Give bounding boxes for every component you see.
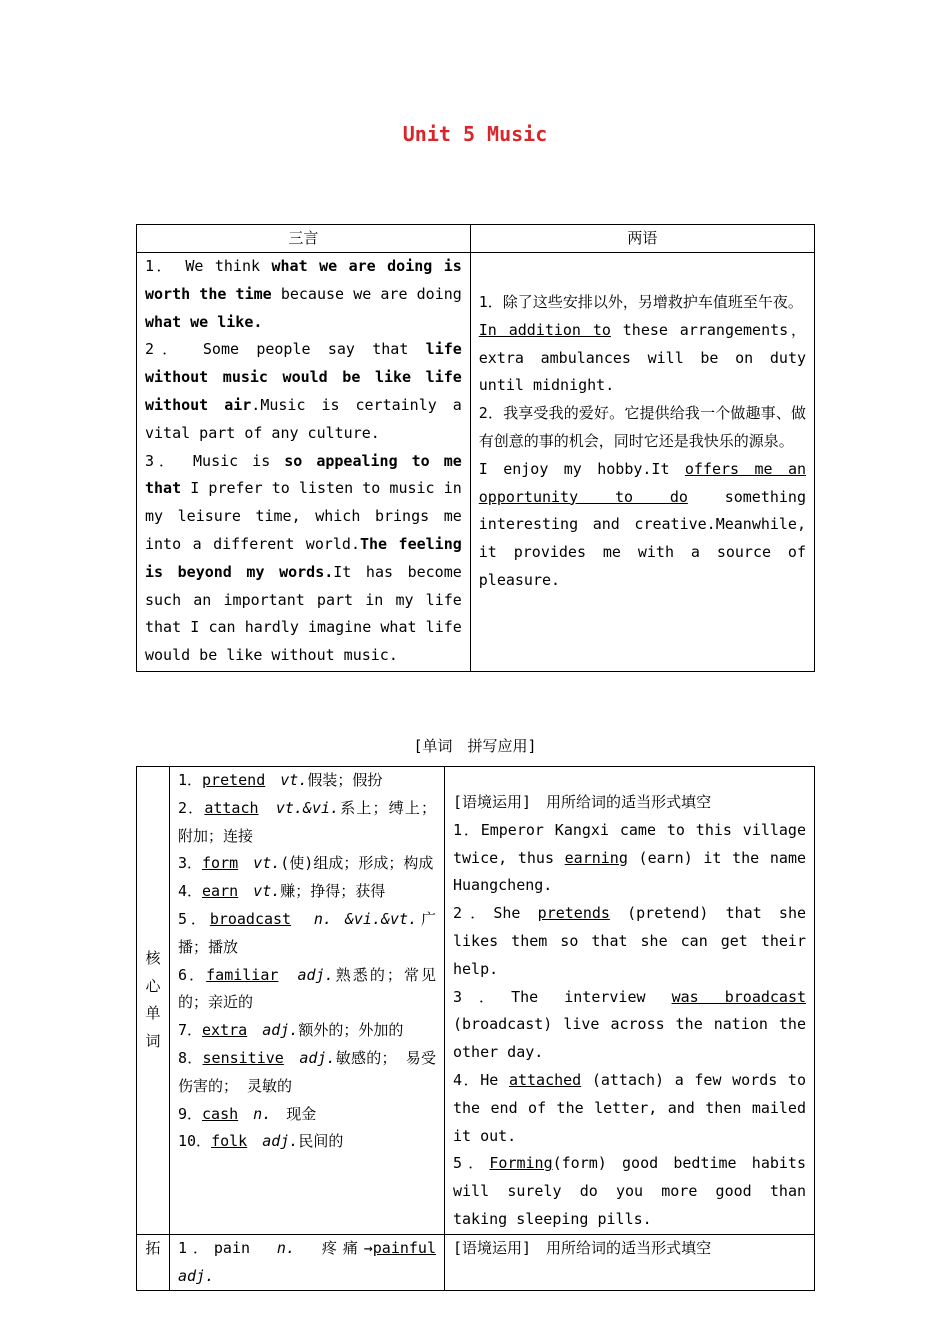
vocab-item: 1．pretend vt.假装；假扮 — [178, 771, 383, 789]
expand-left-text: 1．pain n. 疼痛→painful adj. — [178, 1238, 436, 1285]
side-label-expand: 拓 — [137, 1234, 170, 1291]
exercise-cell — [445, 767, 815, 1235]
expand-right-heading: [语境运用] 用所给词的适当形式填空 — [453, 1238, 712, 1257]
vocab-table — [136, 766, 815, 1291]
expand-left-cell — [170, 1234, 445, 1291]
exercise-2: 2．She pretends (pretend) that she likes them so that she can get their help. — [453, 904, 807, 978]
left-cell — [137, 253, 471, 672]
left-para-2: 2． Some people say that life without music would be like life without air.Music is certainly a vital part of any culture. — [145, 340, 462, 442]
col-header-left: 三言 — [137, 225, 471, 253]
vocab-item: 9．cash n. 现金 — [178, 1104, 317, 1123]
vocab-item: 4．earn vt.赚；挣得；获得 — [178, 882, 386, 901]
left-para-3: 3． Music is so appealing to me that I prefer to listen to music in my leisure time, which brings me into a different world.The feeling is beyond my words.It has become such an important part in my life that I can hardly imagine what life would be like without music. — [145, 451, 462, 665]
side-label-core: 核心单词 — [137, 767, 170, 1235]
vocab-item: 3．form vt.(使)组成；形成；构成 — [178, 854, 434, 873]
page-title: Unit 5 Music — [402, 122, 548, 146]
vocab-item: 10．folk adj.民间的 — [178, 1132, 344, 1151]
exercise-3: 3．The interview was broadcast (broadcast) live across the nation the other day. — [453, 987, 807, 1062]
expand-right-cell — [445, 1234, 815, 1291]
vocab-item: 8．sensitive adj.敏感的； 易受伤害的； 灵敏的 — [178, 1048, 436, 1095]
right-para-2-en: I enjoy my hobby.It offers me an opportunity to do something interesting and creative.Meanwhile, it provides me with a source of pleasure. — [478, 459, 806, 589]
right-cell — [470, 253, 814, 672]
exercise-4: 4．He attached (attach) a few words to the end of the letter, and then mailed it out. — [453, 1070, 806, 1145]
left-para-1: 1． We think what we are doing is worth the time because we are doing what we like. — [145, 257, 462, 331]
col-header-right: 两语 — [470, 225, 814, 253]
vocab-item: 5．broadcast n. &vi.&vt.广播；播放 — [178, 909, 436, 956]
expression-table — [136, 224, 815, 672]
exercise-1: 1．Emperor Kangxi came to this village twice, thus earning (earn) it the name Huangcheng. — [453, 820, 807, 895]
vocab-item: 2．attach vt.&vi.系上；缚上；附加；连接 — [178, 798, 436, 845]
vocab-item: 7．extra adj.额外的；外加的 — [178, 1021, 404, 1040]
vocab-list — [170, 767, 445, 1235]
vocab-items — [178, 767, 436, 1156]
right-para-2-cn: 2．我享受我的爱好。它提供给我一个做趣事、做有创意的事的机会，同时它还是我快乐的源泉。 — [478, 404, 806, 450]
exercise-5: 5．Forming(form) good bedtime habits will surely do you more good than taking sleeping pills. — [453, 1154, 806, 1228]
right-para-1-cn: 1．除了这些安排以外，另增救护车值班至午夜。 — [478, 293, 803, 311]
vocab-item: 6．familiar adj.熟悉的；常见的；亲近的 — [178, 965, 436, 1012]
right-para-1-en: In addition to these arrangements，extra ambulances will be on duty until midnight. — [478, 320, 806, 395]
exercise-heading: [语境运用] 用所给词的适当形式填空 — [453, 793, 712, 811]
section-heading: [单词 拼写应用] — [413, 737, 537, 755]
